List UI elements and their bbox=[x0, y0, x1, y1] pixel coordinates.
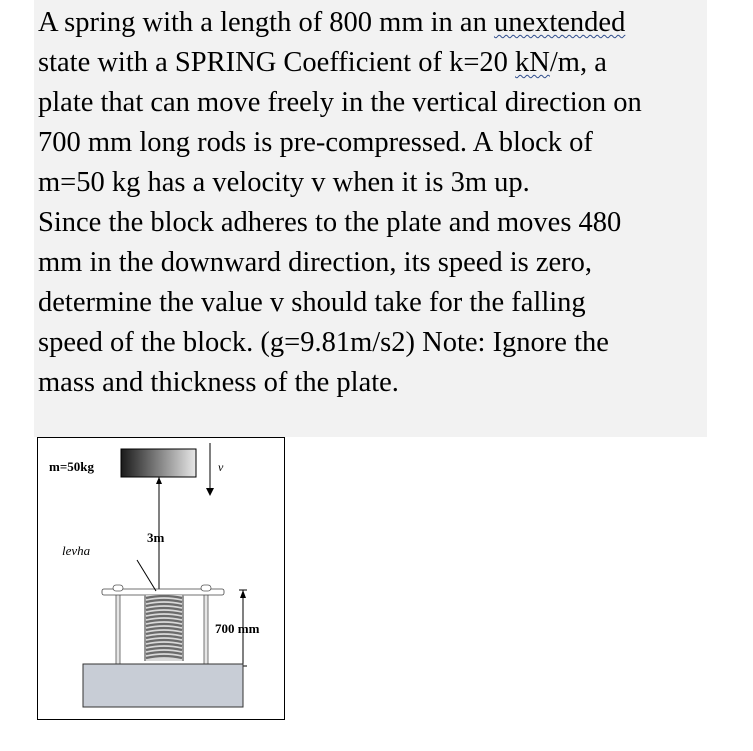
problem-line-1 bbox=[38, 3, 625, 43]
problem-line-10: mass and thickness of the plate. bbox=[38, 367, 399, 398]
problem-line-9: speed of the block. (g=9.81m/s2) Note: Ignore the bbox=[38, 327, 609, 358]
spring bbox=[144, 595, 184, 661]
problem-line-5: m=50 kg has a velocity v when it is 3m up. bbox=[38, 167, 530, 198]
ground-base bbox=[83, 664, 243, 707]
mass-label: m=50kg bbox=[49, 459, 94, 474]
problem-line-2 bbox=[38, 43, 607, 83]
problem-line-6: Since the block adheres to the plate and moves 480 bbox=[38, 207, 622, 238]
line-2-text-end: /m, a bbox=[549, 47, 607, 78]
line-1-text: A spring with a length of 800 mm in an bbox=[38, 7, 494, 38]
problem-line-4: 700 mm long rods is pre-compressed. A block of bbox=[38, 127, 593, 158]
falling-block bbox=[121, 449, 196, 477]
velocity-arrow bbox=[206, 443, 214, 496]
line-1-marked-word: unextended bbox=[493, 7, 626, 38]
rod-length-label: 700 mm bbox=[215, 621, 260, 636]
plate-label-leader bbox=[137, 560, 156, 591]
figure-drawing bbox=[38, 438, 286, 721]
problem-line-3: plate that can move freely in the vertical direction on bbox=[38, 87, 642, 118]
line-2-marked-word: kN bbox=[515, 47, 550, 78]
plate-label: levha bbox=[62, 543, 91, 558]
problem-line-7: mm in the downward direction, its speed is zero, bbox=[38, 247, 593, 278]
problem-line-8: determine the value v should take for the falling bbox=[38, 287, 586, 318]
movable-plate bbox=[102, 585, 224, 595]
spring-figure bbox=[37, 437, 285, 720]
line-2-text: state with a SPRING Coefficient of k=20 bbox=[38, 47, 516, 78]
height-label: 3m bbox=[147, 530, 165, 545]
velocity-label: v bbox=[218, 460, 224, 474]
